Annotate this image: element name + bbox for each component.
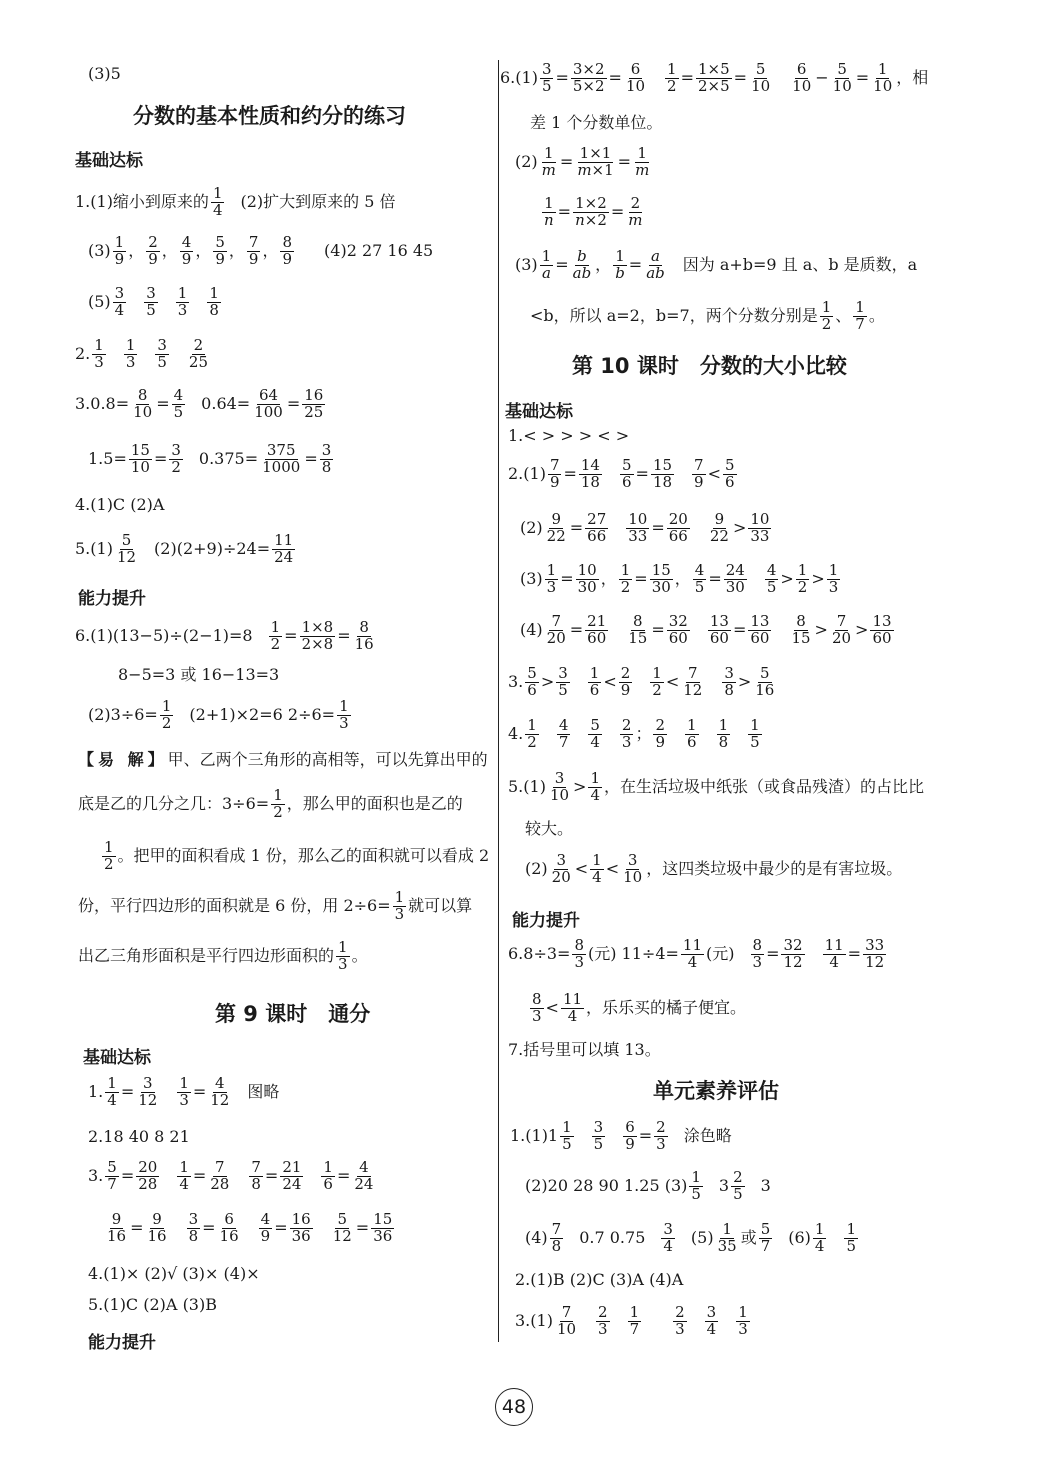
fraction: 10 33 <box>750 510 770 545</box>
fraction: 3 5 <box>558 664 568 699</box>
answer-line <box>88 699 353 732</box>
text-run: (2) <box>525 859 548 879</box>
text-run: 3. <box>88 1166 104 1186</box>
text-run: (3)5 <box>88 64 121 83</box>
fraction: 2 9 <box>148 233 158 268</box>
fraction: 7 8 <box>251 1158 261 1193</box>
text-run: (4) <box>525 1228 548 1248</box>
fraction: 8 16 <box>354 618 374 653</box>
fraction: 21 60 <box>587 612 607 647</box>
fraction: 4 5 <box>694 561 705 596</box>
answer-line: 出乙三角形面积是平行四边形面积的 1 3 。 <box>78 938 368 973</box>
answer-line: 6.(1) 3 5 = 3×2 5×2 = 6 10 1 2 = 1×5 2×5 = 5 10 6 10 − 5 10 = 1 10 ，相 <box>500 60 929 95</box>
fraction: 2 3 <box>598 1303 608 1338</box>
answer-line: (2) 9 22 = 27 66 10 33 = 20 66 9 22 > 10 33 <box>520 510 770 545</box>
text-run: (4)2 27 16 45 <box>324 241 434 261</box>
fraction: 9 22 <box>546 510 566 545</box>
column-divider <box>498 60 499 1342</box>
fraction: $\frac{11}{24}$ <box>274 531 294 566</box>
fraction: 7 8 <box>551 1220 562 1255</box>
fraction: 2 3 <box>621 716 632 751</box>
fraction: 5 6 <box>724 456 735 491</box>
fraction: 2 9 <box>655 716 666 751</box>
fraction: 1 n <box>544 194 554 229</box>
fraction: 8 3 <box>752 936 763 971</box>
answer-line: 4. 1 2 4 7 5 4 2 3 ； 2 9 1 6 1 8 1 5 <box>508 716 760 751</box>
answer-line <box>78 752 488 768</box>
answer-line: 8 3 < 11 4 ，乐乐买的橘子便宜。 <box>532 990 747 1025</box>
fraction: 1 4 <box>592 851 602 886</box>
fraction: 27 66 <box>587 510 607 545</box>
answer-line: 3.0.8= $\frac{8}{10}$ = 4 5 0.64= $\frac{64}{100}$ = 16 25 <box>75 386 324 421</box>
answer-line <box>118 667 279 683</box>
fraction: 11 4 <box>562 990 583 1025</box>
fraction: 7 9 <box>549 456 560 491</box>
fraction: 1 2 <box>667 60 677 95</box>
text-run: 0.7 0.75 <box>579 1228 646 1248</box>
fraction: 6 10 <box>625 60 646 95</box>
answer-line: (2) 1 m = 1×1 m×1 = 1 m <box>515 144 650 179</box>
fraction: 5 4 <box>590 716 600 751</box>
section-subtitle: 基础达标 <box>505 402 573 422</box>
fraction: 4 9 <box>260 1210 271 1245</box>
fraction: 5 10 <box>751 60 771 95</box>
fraction: 2 m <box>628 194 643 229</box>
fraction: 1 4 <box>590 769 600 804</box>
text-run: 3. <box>508 672 524 692</box>
fraction: 1 3 <box>828 561 839 596</box>
text-run: 4. <box>508 724 524 744</box>
fraction: $\frac{8}{10}$ <box>133 386 153 421</box>
answer-line <box>88 66 121 82</box>
text-run: 6.(1)(13−5)÷(2−1)=8 <box>75 626 253 646</box>
answer-line: 6.(1)(13−5)÷(2−1)=8 1 2 = 1×8 2×8 = 8 16 <box>75 618 374 653</box>
fraction: 21 24 <box>282 1158 302 1193</box>
text-run: (5) <box>690 1228 714 1248</box>
fraction: 33 12 <box>865 936 885 971</box>
fraction: 13 60 <box>750 612 770 647</box>
text-run: (3) <box>88 241 111 261</box>
text-run: 8−5=3 或 16−13=3 <box>118 665 280 684</box>
fraction: 7 12 <box>683 664 703 699</box>
fraction: 1 3 <box>177 284 188 319</box>
fraction: 11 4 <box>824 936 844 971</box>
easy-explanation-tag: 【易 解】 <box>78 750 168 769</box>
page-number: 48 <box>495 1388 533 1426</box>
fraction: 15 18 <box>652 456 673 491</box>
fraction: 5 6 <box>621 456 632 491</box>
fraction: 1 2 <box>821 298 832 333</box>
text-run: ，乐乐买的橘子便宜。 <box>586 998 747 1018</box>
fraction: 3 10 <box>549 769 570 804</box>
fraction: 2 25 <box>188 336 208 371</box>
fraction: 5 6 <box>527 664 537 699</box>
fraction: 1 2 <box>620 561 631 596</box>
fraction: 3 20 <box>551 851 571 886</box>
fraction: 3 8 <box>321 441 332 476</box>
section-subtitle: 能力提升 <box>78 589 146 609</box>
text-run: 5.(1) <box>75 539 113 559</box>
text-run: 。 <box>868 306 885 326</box>
fraction: 5 12 <box>116 531 137 566</box>
answer-line: 1.5= $\frac{15}{10}$ = 3 2 0.375= $\frac{375}{1000}$ = 3 8 <box>88 441 332 476</box>
fraction: 3 10 <box>623 851 643 886</box>
text-run: (2+1)×2=6 2÷6= <box>189 705 336 725</box>
text-run: (5) <box>88 292 111 312</box>
answer-line <box>530 115 662 131</box>
fraction: $\frac{11}{4}$ <box>682 936 703 971</box>
answer-line: 6.8÷3= $\frac{8}{3}$ (元) 11÷4= $\frac{11}{4}$ (元) 8 3 = 32 12 11 4 = 33 12 <box>508 936 885 971</box>
text-run: 2.(1)B (2)C (3)A (4)A <box>515 1270 684 1289</box>
fraction: 2 3 <box>675 1303 685 1338</box>
fraction: 1 6 <box>687 716 697 751</box>
fraction: 1 2 <box>797 561 808 596</box>
text-run: 底是乙的几分之几：3÷6= <box>78 794 270 814</box>
text-run: 图略 <box>247 1082 280 1102</box>
fraction: 1 m <box>635 144 650 179</box>
fraction: 1 2 <box>104 838 114 873</box>
answer-line: 1. 1 4 = 3 12 1 3 = 4 12 图略 <box>88 1074 280 1109</box>
fraction: 1 5 <box>562 1118 572 1153</box>
answer-line: 2.(1) 7 9 = 14 18 5 6 = 15 18 7 9 < 5 6 <box>508 456 735 491</box>
text-run: ，那么甲的面积也是乙的 <box>286 794 463 814</box>
answer-line <box>75 497 164 513</box>
fraction: 7 20 <box>831 612 852 647</box>
answer-line <box>508 428 629 444</box>
text-run: 差 1 个分数单位。 <box>530 113 663 132</box>
fraction: 7 9 <box>248 233 259 268</box>
fraction: 1 3 <box>179 1074 189 1109</box>
fraction: 1 5 <box>691 1168 701 1203</box>
text-run: 或 <box>740 1228 757 1248</box>
fraction: 5 10 <box>832 60 852 95</box>
text-run: (6) <box>788 1228 811 1248</box>
text-run: 4.(1)× (2)√ (3)× (4)× <box>88 1264 260 1283</box>
fraction: 2 5 <box>733 1168 743 1203</box>
text-run: (2)扩大到原来的 5 倍 <box>240 192 396 212</box>
fraction: 5 12 <box>332 1210 352 1245</box>
fraction: 1 8 <box>209 284 219 319</box>
fraction: 1 3 <box>546 561 557 596</box>
answer-line <box>75 186 396 219</box>
fraction: 5 16 <box>755 664 775 699</box>
answer-line <box>515 1272 683 1288</box>
fraction: 15 36 <box>373 1210 393 1245</box>
fraction: 8 9 <box>282 233 293 268</box>
text-run: (元) 11÷4= <box>587 944 679 964</box>
fraction: 1 7 <box>855 298 865 333</box>
fraction: $\frac{375}{1000}$ <box>262 441 301 476</box>
fraction: 8 15 <box>628 612 648 647</box>
answer-line <box>525 821 573 837</box>
text-run: 因为 a+b=9 且 a、b 是质数，a <box>682 255 918 275</box>
text-run: 3.0.8= <box>75 394 130 414</box>
fraction: $\frac{64}{100}$ <box>254 386 283 421</box>
text-run: 2.18 40 8 21 <box>88 1127 190 1146</box>
text-run: (元) <box>706 944 735 964</box>
fraction: $\frac{1}{2}$ <box>161 697 172 732</box>
text-run: 1.< > > > < > <box>508 426 630 445</box>
fraction: 1 2 <box>527 716 537 751</box>
text-run: (3) <box>515 255 538 275</box>
fraction: 3 5 <box>541 60 552 95</box>
fraction: 3 5 <box>593 1118 604 1153</box>
fraction: a ab <box>646 247 665 282</box>
fraction: 2 3 <box>656 1118 666 1153</box>
answer-line <box>508 1042 661 1058</box>
fraction: 20 66 <box>668 510 688 545</box>
fraction: 1 3 <box>738 1303 748 1338</box>
answer-line <box>75 338 212 371</box>
answer-line <box>515 1305 752 1338</box>
fraction: 1 5 <box>750 716 760 751</box>
fraction: 4 7 <box>558 716 569 751</box>
fraction: $\frac{1}{3}$ <box>394 888 405 923</box>
fraction: 1×2 n×2 <box>575 194 607 229</box>
fraction: 13 60 <box>709 612 729 647</box>
answer-line <box>78 890 472 923</box>
fraction: 6 16 <box>219 1210 239 1245</box>
fraction: 4 5 <box>766 561 777 596</box>
fraction: 8 3 <box>532 990 542 1025</box>
fraction: 32 60 <box>668 612 688 647</box>
fraction: 1 2 <box>270 618 281 653</box>
section-title: 第 9 课时 通分 <box>215 1002 371 1026</box>
fraction: 9 16 <box>107 1210 127 1245</box>
fraction: 1×5 2×5 <box>698 60 730 95</box>
fraction: $\frac{8}{3}$ <box>574 936 584 971</box>
fraction: 1 a <box>541 247 552 282</box>
fraction: 3 5 <box>146 284 156 319</box>
text-run: ，在生活垃圾中纸张（或食品残渣）的占比比 <box>603 777 924 797</box>
text-run: 7.括号里可以填 13。 <box>508 1040 661 1059</box>
fraction: $\frac{15}{10}$ <box>130 441 150 476</box>
fraction: 2 9 <box>620 664 631 699</box>
fraction: 1 35 <box>717 1220 737 1255</box>
answer-line: (4) 7 20 = 21 60 8 15 = 32 60 13 60 = 13 60 8 15 > 7 20 > 13 60 <box>520 612 892 647</box>
fraction: 1×1 m×1 <box>577 144 614 179</box>
section-subtitle: 能力提升 <box>512 911 580 931</box>
fraction: 9 16 <box>147 1210 167 1245</box>
fraction: 1 2 <box>652 664 662 699</box>
text-run: 就可以算 <box>408 896 473 916</box>
fraction: 5 7 <box>107 1158 117 1193</box>
fraction: 10 30 <box>577 561 597 596</box>
text-run: 1.5= <box>88 449 127 469</box>
answer-line: 9 16 = 9 16 3 8 = 6 16 4 9 = 16 36 5 12 = 15 36 <box>107 1210 393 1245</box>
text-run: 份，平行四边形的面积就是 6 份，用 2÷6= <box>78 896 391 916</box>
answer-line: 1 n = 1×2 n×2 = 2 m <box>544 194 643 229</box>
text-run: (2) <box>515 152 538 172</box>
text-run: 涂色略 <box>683 1126 732 1146</box>
fraction: 10 33 <box>628 510 648 545</box>
text-run: 甲、乙两个三角形的高相等，可以先算出甲的 <box>167 750 488 769</box>
fraction: 1 m <box>541 144 556 179</box>
section-subtitle: 基础达标 <box>75 151 143 171</box>
text-run: 。把甲的面积看成 1 份，那么乙的面积就可以看成 2 <box>117 846 490 866</box>
fraction: b ab <box>572 247 592 282</box>
text-run: 5.(1)C (2)A (3)B <box>88 1295 217 1314</box>
fraction: 6 9 <box>625 1118 635 1153</box>
fraction: 1 8 <box>718 716 729 751</box>
fraction: 3 8 <box>724 664 734 699</box>
text-run: 4.(1)C (2)A <box>75 495 165 514</box>
fraction: 1 3 <box>94 336 104 371</box>
answer-line <box>88 1297 217 1313</box>
fraction: 4 9 <box>181 233 192 268</box>
text-run: 0.64= <box>201 394 251 414</box>
text-run: (2)3÷6= <box>88 705 158 725</box>
fraction: 3 4 <box>114 284 125 319</box>
fraction: 4 5 <box>173 386 184 421</box>
fraction: 1×8 2×8 <box>301 618 334 653</box>
fraction: 15 30 <box>651 561 671 596</box>
section-title: 单元素养评估 <box>653 1079 779 1103</box>
fraction: 1 4 <box>814 1220 825 1255</box>
fraction: 4 24 <box>354 1158 374 1193</box>
fraction: 1 b <box>615 247 625 282</box>
fraction: 1 9 <box>114 233 125 268</box>
fraction: $\frac{1}{3}$ <box>339 697 349 732</box>
answer-line <box>88 1129 190 1145</box>
text-run: (3) <box>520 569 543 589</box>
text-run: 5.(1) <box>508 777 546 797</box>
answer-line <box>78 788 463 821</box>
fraction: 3 4 <box>706 1303 717 1338</box>
fraction: 16 36 <box>291 1210 311 1245</box>
fraction: 5 9 <box>215 233 225 268</box>
text-run: (2) <box>520 518 543 538</box>
answer-line: <b，所以 a=2，b=7，两个分数分别是 1 2 、 1 7 。 <box>530 298 885 333</box>
fraction: 3 12 <box>138 1074 158 1109</box>
answer-line: 3. 5 7 = 20 28 1 4 = 7 28 7 8 = 21 24 1 6 = 4 24 <box>88 1158 374 1193</box>
fraction: 32 12 <box>783 936 803 971</box>
fraction: 24 30 <box>725 561 745 596</box>
section-subtitle: 基础达标 <box>83 1048 151 1068</box>
fraction: 3 4 <box>663 1220 673 1255</box>
text-run: 出乙三角形面积是平行四边形面积的 <box>78 946 335 966</box>
fraction: 7 28 <box>210 1158 230 1193</box>
answer-line: (3) 1 3 = 10 30 ， 1 2 = 15 30 ， 4 5 = 24 30 4 5 > 1 2 > 1 3 <box>520 561 839 596</box>
answer-line <box>75 533 297 566</box>
text-run: ，相 <box>896 68 929 88</box>
text-run: <b，所以 a=2，b=7，两个分数分别是 <box>530 306 818 326</box>
text-run: 3 <box>760 1176 771 1196</box>
answer-line: 1.(1)1 1 5 3 5 6 9 = 2 3 涂色略 <box>510 1118 732 1153</box>
answer-line <box>88 286 223 319</box>
fraction: 1 3 <box>125 336 136 371</box>
text-run: 1. <box>88 1082 104 1102</box>
fraction: 1 4 <box>179 1158 189 1193</box>
fraction: 13 60 <box>872 612 892 647</box>
section-title: 第 10 课时 分数的大小比较 <box>572 354 847 378</box>
answer-line: 3. 5 6 > 3 5 1 6 < 2 9 1 2 < 7 12 3 8 > 5 16 <box>508 664 775 699</box>
answer-line <box>100 840 489 873</box>
fraction: $\frac{1}{2}$ <box>273 786 283 821</box>
answer-line: (3) 1 a = b ab ， 1 b = a ab 因为 a+b=9 且 a、b 是质数，a <box>515 247 918 282</box>
fraction: 1 10 <box>873 60 893 95</box>
fraction: 1 7 <box>629 1303 640 1338</box>
fraction: 1 4 <box>212 184 223 219</box>
fraction: 7 20 <box>546 612 566 647</box>
section-subtitle: 能力提升 <box>88 1333 156 1353</box>
text-run: 2.(1) <box>508 464 546 484</box>
fraction: 7 10 <box>556 1303 577 1338</box>
answer-line <box>525 1222 860 1255</box>
text-run: 2. <box>75 344 91 364</box>
fraction: 3×2 5×2 <box>572 60 605 95</box>
fraction: 9 22 <box>709 510 729 545</box>
fraction: 1 4 <box>107 1074 117 1109</box>
fraction: 14 18 <box>580 456 600 491</box>
answer-line <box>88 1266 260 1282</box>
text-run: 6.8÷3= <box>508 944 571 964</box>
fraction: 8 15 <box>791 612 811 647</box>
fraction: 20 28 <box>138 1158 158 1193</box>
text-run: (2)20 28 90 1.25 (3) <box>525 1176 688 1196</box>
text-run: 3 <box>718 1176 730 1196</box>
fraction: 16 25 <box>304 386 324 421</box>
fraction: 3 5 <box>157 336 167 371</box>
fraction: 4 12 <box>210 1074 230 1109</box>
text-run: 0.375= <box>198 449 259 469</box>
text-run: (4) <box>520 620 543 640</box>
answer-line: 5.(1) 3 10 > 1 4 ，在生活垃圾中纸张（或食品残渣）的占比比 <box>508 769 924 804</box>
fraction: 1 6 <box>589 664 600 699</box>
answer-line: (3) 1 9 ， 2 9 ， 4 9 ， 5 9 ， 7 9 ， 8 9 (4)2 27 16 45 <box>88 233 434 268</box>
text-run: 3.(1) <box>515 1311 553 1331</box>
fraction: 3 8 <box>188 1210 199 1245</box>
text-run: (2)(2+9)÷24= <box>154 539 271 559</box>
text-run: 1.(1)1 <box>510 1126 559 1146</box>
fraction: 6 10 <box>792 60 812 95</box>
text-run: 较大。 <box>525 819 574 838</box>
fraction: 7 9 <box>694 456 704 491</box>
fraction: 1 3 <box>338 938 348 973</box>
section-title: 分数的基本性质和约分的练习 <box>133 104 406 128</box>
answer-line: (2) 3 20 < 1 4 < 3 10 ，这四类垃圾中最少的是有害垃圾。 <box>525 851 903 886</box>
fraction: 5 7 <box>760 1220 771 1255</box>
text-run: 6.(1) <box>500 68 538 88</box>
answer-line <box>525 1170 771 1203</box>
fraction: 1 6 <box>323 1158 333 1193</box>
text-run: ，这四类垃圾中最少的是有害垃圾。 <box>646 859 903 879</box>
fraction: 1 5 <box>846 1220 857 1255</box>
fraction: 3 2 <box>171 441 181 476</box>
text-run: 1.(1)缩小到原来的 <box>75 192 209 212</box>
